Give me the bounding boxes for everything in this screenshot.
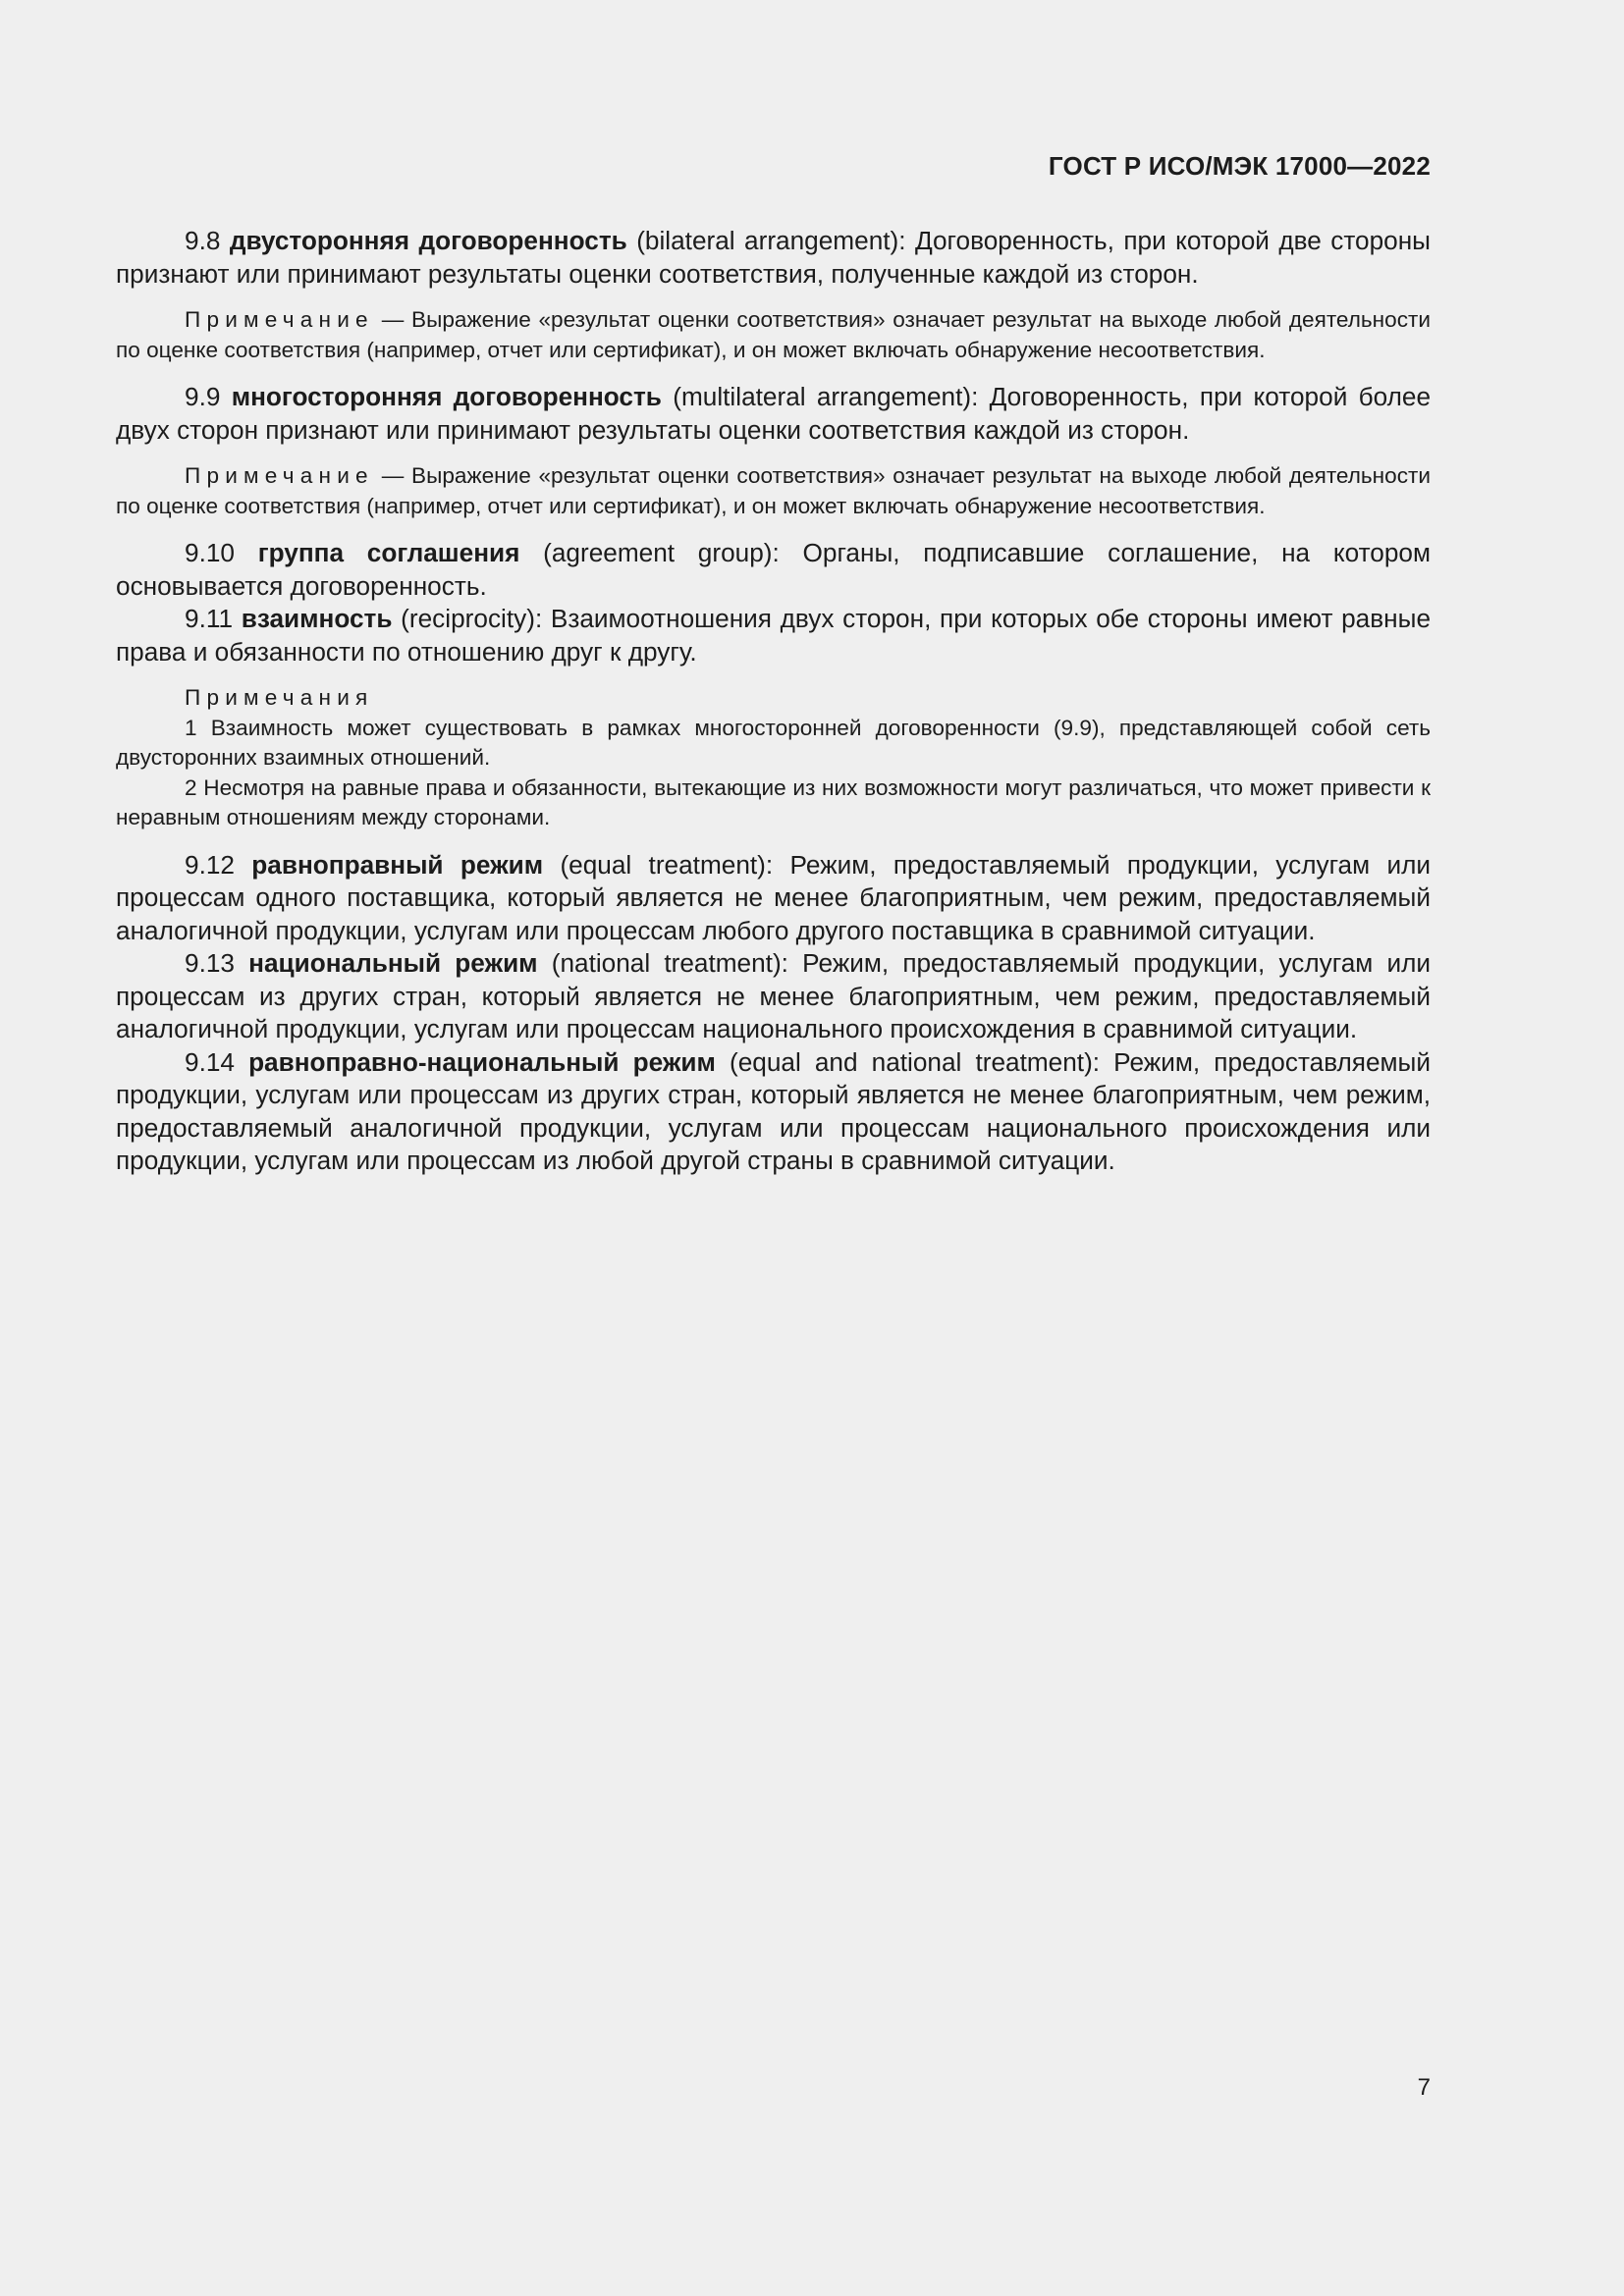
term-number: 9.11 [185, 604, 234, 633]
document-code-header: ГОСТ Р ИСО/МЭК 17000—2022 [1048, 151, 1431, 181]
term-title: двусторонняя договоренность [229, 226, 627, 255]
note-item-1: 1 Взаимность может существовать в рамках многосторонней договоренности (9.9), представляющей собой сеть двусторонних взаимных отношений. [116, 715, 1431, 770]
term-body: (national treatment): Режим, предоставляемый продукции, услугам или процессам из других стран, который является не менее благоприятным, чем режим, предоставляемый аналогичной продукции, услугам или процессам национального происхождения в сравнимой ситуации. [116, 948, 1431, 1043]
term-definition-9-8 [116, 225, 1431, 291]
note-label: Примечание [185, 307, 374, 332]
term-definition-9-10 [116, 537, 1431, 603]
term-body: (multilateral arrangement): Договоренность, при которой более двух сторон признают или принимают результаты оценки соответствия каждой из сторон. [116, 382, 1432, 445]
note-9-8 [116, 305, 1431, 365]
term-definition-9-14 [116, 1046, 1431, 1178]
note-9-9 [116, 461, 1431, 521]
term-body: (bilateral arrangement): Договоренность, при которой две стороны признают или принимают результаты оценки соответствия, полученные каждой из сторон. [116, 226, 1431, 289]
document-body [116, 225, 1431, 1178]
term-title: национальный режим [248, 948, 538, 978]
term-number: 9.10 [185, 538, 235, 567]
page-number: 7 [1417, 2074, 1431, 2101]
note-text: — Выражение «результат оценки соответствия» означает результат на выходе любой деятельности по оценке соответствия (например, отчет или сертификат), и он может включать обнаружение несоответствия. [116, 463, 1431, 518]
note-text: — Выражение «результат оценки соответствия» означает результат на выходе любой деятельности по оценке соответствия (например, отчет или сертификат), и он может включать обнаружение несоответствия. [116, 307, 1431, 362]
term-body: (equal and national treatment): Режим, предоставляемый продукции, услугам или процессам из других стран, который является не менее благоприятным, чем режим, предоставляемый аналогичной продукции, услугам или процессам национального происхождения или продукции, услугам или процессам из любой другой страны в сравнимой ситуации. [116, 1046, 1432, 1175]
term-body: (agreement group): Органы, подписавшие соглашение, на котором основывается договоренность. [116, 538, 1431, 601]
term-number: 9.13 [185, 948, 235, 978]
notes-9-11 [116, 683, 1431, 833]
term-number: 9.14 [185, 1046, 235, 1077]
term-definition-9-12 [116, 849, 1431, 948]
term-definition-9-13 [116, 947, 1431, 1046]
term-definition-9-9 [116, 381, 1431, 447]
note-label: Примечание [185, 463, 374, 488]
term-title: равноправно-национальный режим [248, 1046, 716, 1077]
term-body: (reciprocity): Взаимоотношения двух сторон, при которых обе стороны имеют равные права и обязанности по отношению друг к другу. [116, 604, 1432, 667]
term-number: 9.12 [185, 849, 235, 880]
notes-title: Примечания [185, 685, 374, 710]
note-item-2: 2 Несмотря на равные права и обязанности, вытекающие из них возможности могут различаться, что может привести к неравным отношениям между сторонами. [116, 774, 1431, 829]
term-title: группа соглашения [257, 538, 520, 567]
term-title: взаимность [241, 604, 393, 633]
term-number: 9.8 [185, 226, 221, 255]
term-number: 9.9 [185, 382, 221, 411]
term-title: равноправный режим [251, 849, 544, 880]
term-title: многосторонняя договоренность [231, 382, 662, 411]
term-definition-9-11 [116, 603, 1431, 668]
term-body: (equal treatment): Режим, предоставляемый продукции, услугам или процессам одного поставщика, который является не менее благоприятным, чем режим, предоставляемый аналогичной продукции, услугам или процессам любого другого поставщика в сравнимой ситуации. [116, 849, 1431, 945]
